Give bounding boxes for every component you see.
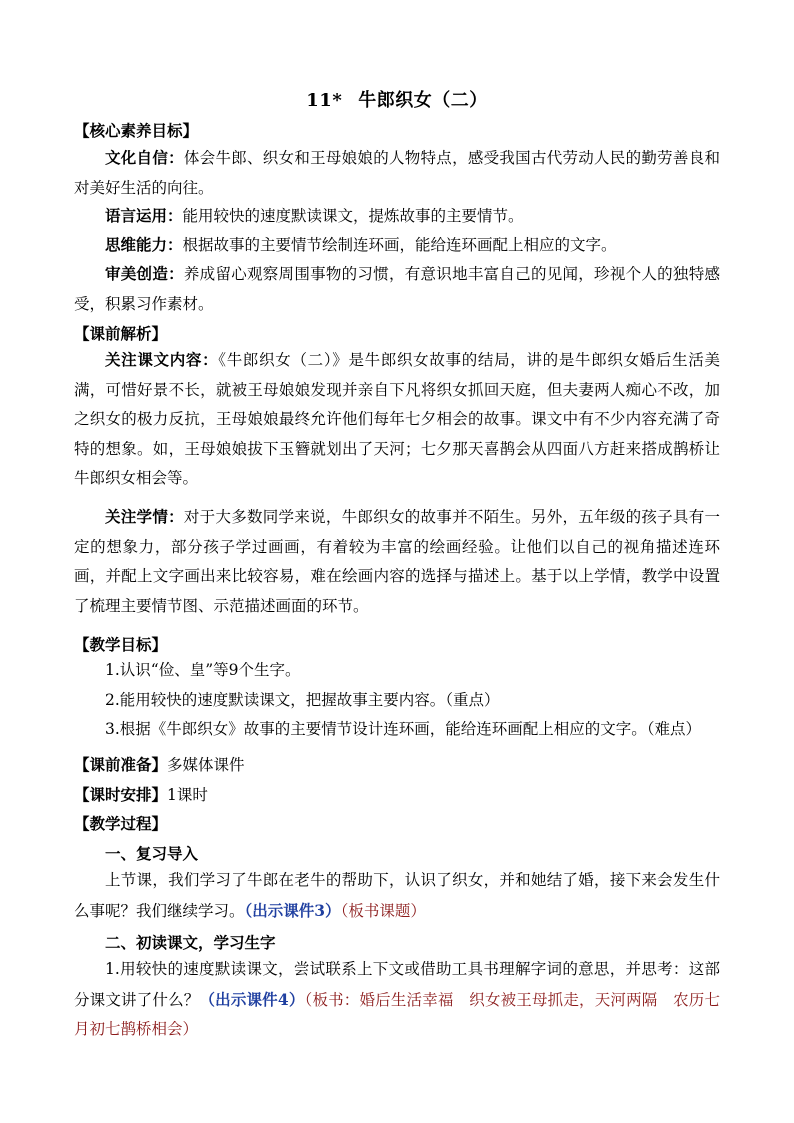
page-title [0, 86, 794, 112]
section-teaching-goals: 【教学目标】 [74, 635, 168, 654]
step1-paragraph [74, 866, 720, 926]
core-culture-lead: 文化自信： [105, 148, 184, 167]
analysis-content-lead: 关注课文内容： [105, 350, 219, 369]
core-language-text: 能用较快的速度默读课文，提炼故事的主要情节。 [182, 207, 524, 225]
time-label: 【课时安排】 [74, 785, 168, 804]
analysis-learners-lead: 关注学情： [105, 507, 184, 526]
step2-paragraph [74, 955, 720, 1045]
core-thinking-text: 根据故事的主要情节绘制连环画，能给连环画配上相应的文字。 [182, 236, 617, 254]
analysis-content-text: 《牛郎织女（二）》是牛郎织女故事的结局，讲的是牛郎织女婚后生活美满，可惜好景不长，就被王母娘娘发现并亲自下凡将织女抓回天庭，但夫妻两人痴心不改，加之织女的极力反抗，王母娘娘最终允许他们每年七夕相会的故事。课文中有不少内容充满了奇特的想象。如，王母娘娘拔下玉簪就划出了天河；七夕那天喜鹊会从四面八方赶来搭成鹊桥让牛郎织女相会等。 [74, 351, 720, 487]
preparation-label: 【课前准备】 [74, 755, 168, 774]
analysis-learners [74, 502, 720, 621]
section-pre-analysis: 【课前解析】 [74, 324, 168, 343]
section-core-goals: 【核心素养目标】 [74, 121, 199, 140]
core-language [74, 201, 720, 232]
step2-board-note: （板书：婚后生活幸福 织女被王母抓走，天河两隔 农历七月初七鹊桥相会） [74, 990, 720, 1038]
goal-item-3: 3.根据《牛郎织女》故事的主要情节设计连环画，能给连环画配上相应的文字。（难点） [105, 720, 702, 738]
core-language-lead: 语言运用： [105, 206, 183, 225]
lesson-number: 11* [306, 90, 343, 111]
step2-title: 二、初读课文，学习生字 [105, 933, 276, 952]
core-aesthetic-lead: 审美创造： [105, 264, 184, 283]
preparation-value: 多媒体课件 [167, 756, 245, 774]
goal-item-1: 1.认识“俭、皇”等9个生字。 [105, 661, 301, 679]
section-preparation [74, 753, 245, 775]
analysis-content [74, 345, 720, 494]
core-aesthetic-text: 养成留心观察周围事物的习惯，有意识地丰富自己的见闻，珍视个人的独特感受，积累习作素材。 [74, 265, 720, 313]
step2-text: 1.用较快的速度默读课文，尝试联系上下文或借助工具书理解字词的意思，并思考：这部分课文讲了什么？ [74, 960, 720, 1009]
core-culture [74, 143, 720, 203]
core-thinking [74, 230, 720, 261]
core-thinking-lead: 思维能力： [105, 235, 183, 254]
step1-text: 上节课，我们学习了牛郎在老牛的帮助下，认识了织女，并和她结了婚，接下来会发生什么事呢？我们继续学习。 [74, 871, 720, 920]
step1-title: 一、复习导入 [105, 844, 199, 863]
section-time [74, 783, 208, 805]
step1-courseware-cue: （出示课件3） [244, 900, 341, 920]
section-process: 【教学过程】 [74, 814, 168, 833]
goal-item-2: 2.能用较快的速度默读课文，把握故事主要内容。（重点） [105, 691, 500, 709]
lesson-title: 牛郎织女（二） [358, 90, 488, 111]
time-value: 1课时 [167, 786, 208, 804]
step2-courseware-cue: （出示课件4） [199, 989, 305, 1009]
analysis-learners-text: 对于大多数同学来说，牛郎织女的故事并不陌生。另外，五年级的孩子具有一定的想象力，部分孩子学过画画，有着较为丰富的绘画经验。让他们以自己的视角描述连环画，并配上文字画出来比较容易，难在绘画内容的选择与描述上。基于以上学情，教学中设置了梳理主要情节图、示范描述画面的环节。 [74, 508, 720, 615]
core-culture-text: 体会牛郎、织女和王母娘娘的人物特点，感受我国古代劳动人民的勤劳善良和对美好生活的向往。 [74, 149, 720, 197]
step1-board-note: （板书课题） [340, 901, 426, 920]
core-aesthetic [74, 259, 720, 319]
